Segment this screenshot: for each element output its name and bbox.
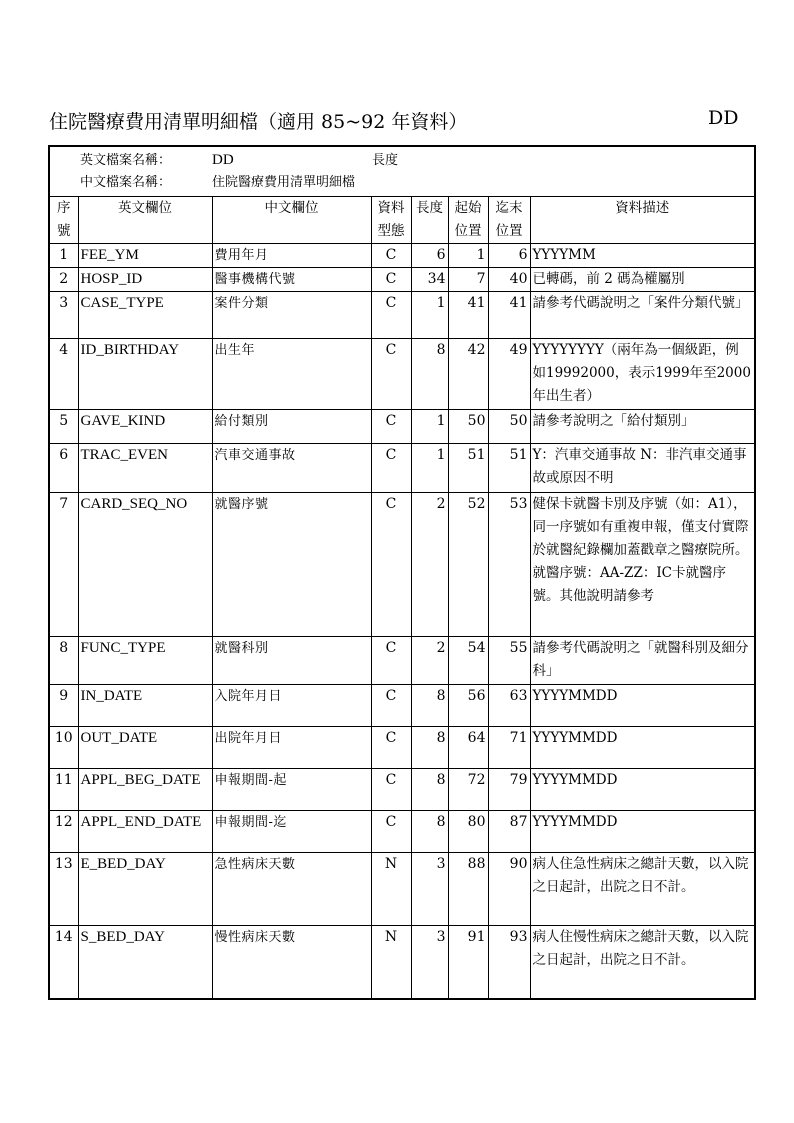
cell-seq: 7 bbox=[49, 493, 78, 637]
cell-start: 88 bbox=[448, 853, 488, 926]
cell-seq: 11 bbox=[49, 769, 78, 811]
cell-seq: 12 bbox=[49, 811, 78, 853]
cell-en-field: HOSP_ID bbox=[78, 268, 212, 292]
cell-end: 87 bbox=[488, 811, 530, 853]
cell-end: 71 bbox=[488, 727, 530, 769]
cell-dtype: C bbox=[371, 339, 411, 410]
cell-desc: Y：汽車交通事故 N：非汽車交通事故或原因不明 bbox=[530, 444, 755, 493]
column-header-row bbox=[49, 197, 755, 244]
cell-en-field: APPL_END_DATE bbox=[78, 811, 212, 853]
header-zh-field: 中文欄位 bbox=[212, 197, 371, 244]
table-row bbox=[49, 268, 755, 292]
table-row bbox=[49, 244, 755, 268]
table-row bbox=[49, 685, 755, 727]
zh-file-name-value: 住院醫療費用清單明細檔 bbox=[212, 175, 356, 190]
cell-seq: 13 bbox=[49, 853, 78, 926]
cell-desc: YYYYYYYY（兩年為一個級距，例如19992000，表示1999年至2000年出生者） bbox=[530, 339, 755, 410]
cell-end: 93 bbox=[488, 926, 530, 999]
cell-desc: YYYYMMDD bbox=[530, 727, 755, 769]
cell-desc: YYYYMM bbox=[530, 244, 755, 268]
cell-desc: YYYYMMDD bbox=[530, 769, 755, 811]
table-row bbox=[49, 339, 755, 410]
cell-zh-field: 慢性病床天數 bbox=[212, 926, 371, 999]
cell-end: 51 bbox=[488, 444, 530, 493]
cell-length: 3 bbox=[411, 853, 448, 926]
table-row bbox=[49, 926, 755, 999]
cell-en-field: CASE_TYPE bbox=[78, 292, 212, 339]
table-row bbox=[49, 410, 755, 444]
header-dtype: 資料 型態 bbox=[371, 197, 411, 244]
document-title: 住院醫療費用清單明細檔（適用 85~92 年資料） bbox=[49, 111, 468, 133]
cell-seq: 4 bbox=[49, 339, 78, 410]
cell-end: 49 bbox=[488, 339, 530, 410]
cell-start: 1 bbox=[448, 244, 488, 268]
cell-en-field: CARD_SEQ_NO bbox=[78, 493, 212, 637]
cell-zh-field: 就醫序號 bbox=[212, 493, 371, 637]
cell-length: 34 bbox=[411, 268, 448, 292]
table-row bbox=[49, 727, 755, 769]
table-row bbox=[49, 769, 755, 811]
header-end: 迄末 位置 bbox=[488, 197, 530, 244]
zh-file-name-label: 中文檔案名稱： bbox=[80, 175, 172, 190]
cell-seq: 6 bbox=[49, 444, 78, 493]
cell-en-field: FEE_YM bbox=[78, 244, 212, 268]
cell-en-field: GAVE_KIND bbox=[78, 410, 212, 444]
cell-start: 42 bbox=[448, 339, 488, 410]
cell-start: 56 bbox=[448, 685, 488, 727]
table-row bbox=[49, 292, 755, 339]
cell-end: 50 bbox=[488, 410, 530, 444]
en-file-name-value: DD bbox=[212, 152, 234, 168]
cell-end: 40 bbox=[488, 268, 530, 292]
cell-end: 63 bbox=[488, 685, 530, 727]
cell-end: 55 bbox=[488, 637, 530, 685]
cell-length: 2 bbox=[411, 637, 448, 685]
cell-length: 8 bbox=[411, 727, 448, 769]
cell-zh-field: 案件分類 bbox=[212, 292, 371, 339]
cell-length: 1 bbox=[411, 444, 448, 493]
cell-en-field: S_BED_DAY bbox=[78, 926, 212, 999]
header-start: 起始 位置 bbox=[448, 197, 488, 244]
cell-desc: YYYYMMDD bbox=[530, 811, 755, 853]
header-en-field: 英文欄位 bbox=[78, 197, 212, 244]
en-file-name-label: 英文檔案名稱： bbox=[80, 153, 172, 168]
cell-en-field: OUT_DATE bbox=[78, 727, 212, 769]
cell-en-field: FUNC_TYPE bbox=[78, 637, 212, 685]
cell-en-field: E_BED_DAY bbox=[78, 853, 212, 926]
cell-start: 91 bbox=[448, 926, 488, 999]
cell-start: 80 bbox=[448, 811, 488, 853]
header-length: 長度 bbox=[411, 197, 448, 244]
cell-desc: 健保卡就醫卡別及序號（如：A1），同一序號如有重複申報，僅支付實際於就醫紀錄欄加蓋戳章之醫療院所。就醫序號：AA-ZZ：IC卡就醫序號。其他說明請參考 bbox=[530, 493, 755, 637]
cell-length: 6 bbox=[411, 244, 448, 268]
cell-desc: 病人住急性病床之總計天數，以入院之日起計，出院之日不計。 bbox=[530, 853, 755, 926]
cell-length: 8 bbox=[411, 685, 448, 727]
cell-en-field: TRAC_EVEN bbox=[78, 444, 212, 493]
cell-end: 53 bbox=[488, 493, 530, 637]
cell-desc: 請參考代碼說明之「案件分類代號」 bbox=[530, 292, 755, 339]
cell-zh-field: 入院年月日 bbox=[212, 685, 371, 727]
file-meta-row bbox=[49, 146, 755, 197]
cell-start: 50 bbox=[448, 410, 488, 444]
cell-dtype: C bbox=[371, 637, 411, 685]
cell-en-field: ID_BIRTHDAY bbox=[78, 339, 212, 410]
cell-end: 41 bbox=[488, 292, 530, 339]
cell-dtype: C bbox=[371, 811, 411, 853]
length-label: 長度 bbox=[372, 153, 399, 168]
cell-length: 8 bbox=[411, 769, 448, 811]
cell-dtype: C bbox=[371, 444, 411, 493]
file-meta bbox=[49, 146, 755, 197]
table-row bbox=[49, 637, 755, 685]
cell-seq: 5 bbox=[49, 410, 78, 444]
cell-desc: 病人住慢性病床之總計天數，以入院之日起計，出院之日不計。 bbox=[530, 926, 755, 999]
cell-start: 64 bbox=[448, 727, 488, 769]
cell-seq: 2 bbox=[49, 268, 78, 292]
cell-end: 79 bbox=[488, 769, 530, 811]
cell-dtype: C bbox=[371, 769, 411, 811]
cell-dtype: C bbox=[371, 410, 411, 444]
cell-zh-field: 申報期間-迄 bbox=[212, 811, 371, 853]
field-spec-table bbox=[48, 145, 756, 1000]
cell-length: 8 bbox=[411, 339, 448, 410]
cell-dtype: C bbox=[371, 685, 411, 727]
cell-dtype: N bbox=[371, 853, 411, 926]
cell-length: 3 bbox=[411, 926, 448, 999]
cell-en-field: IN_DATE bbox=[78, 685, 212, 727]
cell-dtype: C bbox=[371, 493, 411, 637]
cell-seq: 9 bbox=[49, 685, 78, 727]
table-row bbox=[49, 811, 755, 853]
cell-seq: 8 bbox=[49, 637, 78, 685]
cell-start: 7 bbox=[448, 268, 488, 292]
cell-desc: 已轉碼，前 2 碼為權屬別 bbox=[530, 268, 755, 292]
cell-zh-field: 出院年月日 bbox=[212, 727, 371, 769]
cell-seq: 3 bbox=[49, 292, 78, 339]
cell-start: 72 bbox=[448, 769, 488, 811]
header-desc: 資料描述 bbox=[530, 197, 755, 244]
cell-start: 41 bbox=[448, 292, 488, 339]
cell-zh-field: 給付類別 bbox=[212, 410, 371, 444]
cell-start: 52 bbox=[448, 493, 488, 637]
cell-zh-field: 汽車交通事故 bbox=[212, 444, 371, 493]
document-code: DD bbox=[708, 107, 739, 129]
cell-length: 1 bbox=[411, 292, 448, 339]
cell-end: 6 bbox=[488, 244, 530, 268]
cell-desc: YYYYMMDD bbox=[530, 685, 755, 727]
cell-length: 2 bbox=[411, 493, 448, 637]
table-row bbox=[49, 444, 755, 493]
cell-seq: 10 bbox=[49, 727, 78, 769]
cell-dtype: C bbox=[371, 268, 411, 292]
cell-start: 54 bbox=[448, 637, 488, 685]
cell-start: 51 bbox=[448, 444, 488, 493]
cell-end: 90 bbox=[488, 853, 530, 926]
cell-desc: 請參考說明之「給付類別」 bbox=[530, 410, 755, 444]
cell-seq: 1 bbox=[49, 244, 78, 268]
cell-desc: 請參考代碼說明之「就醫科別及細分科」 bbox=[530, 637, 755, 685]
cell-length: 8 bbox=[411, 811, 448, 853]
header-seq: 序 號 bbox=[49, 197, 78, 244]
cell-zh-field: 申報期間-起 bbox=[212, 769, 371, 811]
cell-length: 1 bbox=[411, 410, 448, 444]
cell-dtype: C bbox=[371, 727, 411, 769]
table-row bbox=[49, 853, 755, 926]
cell-zh-field: 醫事機構代號 bbox=[212, 268, 371, 292]
cell-zh-field: 急性病床天數 bbox=[212, 853, 371, 926]
cell-dtype: C bbox=[371, 244, 411, 268]
cell-dtype: N bbox=[371, 926, 411, 999]
cell-zh-field: 出生年 bbox=[212, 339, 371, 410]
cell-seq: 14 bbox=[49, 926, 78, 999]
cell-en-field: APPL_BEG_DATE bbox=[78, 769, 212, 811]
cell-zh-field: 就醫科別 bbox=[212, 637, 371, 685]
table-row bbox=[49, 493, 755, 637]
cell-dtype: C bbox=[371, 292, 411, 339]
cell-zh-field: 費用年月 bbox=[212, 244, 371, 268]
